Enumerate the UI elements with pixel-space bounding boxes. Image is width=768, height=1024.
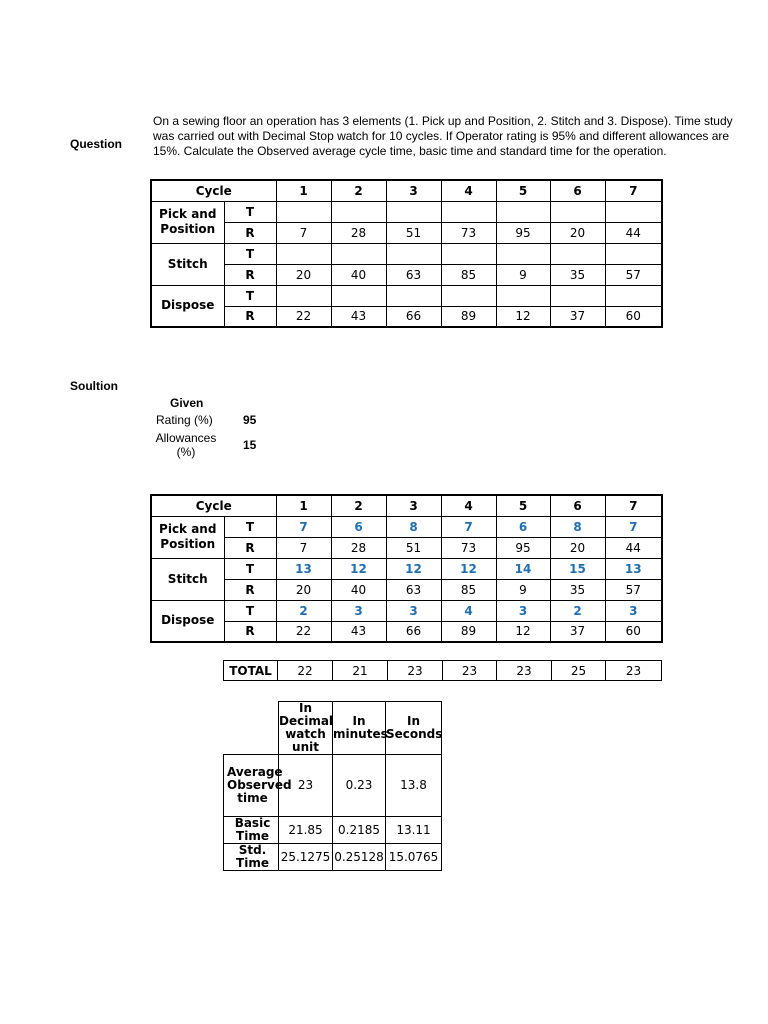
t-label: T — [224, 558, 276, 579]
r-label: R — [224, 621, 276, 642]
question-text — [153, 114, 733, 162]
total-value: 23 — [388, 661, 443, 681]
cycle-number: 6 — [550, 180, 605, 201]
r-value: 73 — [441, 222, 496, 243]
question-line: On a sewing floor an operation has 3 elements (1. Pick up and Position, 2. Stitch and 3. Dispose). Time study — [153, 114, 733, 128]
solution-label: Soultion — [70, 379, 118, 393]
t-value: 12 — [386, 558, 441, 579]
t-value — [331, 285, 386, 306]
r-value: 66 — [386, 306, 441, 327]
r-value: 28 — [331, 537, 386, 558]
cycle-number: 2 — [331, 180, 386, 201]
table-row — [151, 516, 662, 537]
t-value — [386, 243, 441, 264]
t-value — [441, 285, 496, 306]
r-value: 89 — [441, 621, 496, 642]
t-value: 2 — [276, 600, 331, 621]
summary-value: 0.25128 — [333, 844, 386, 871]
r-value: 9 — [496, 579, 550, 600]
r-value: 43 — [331, 621, 386, 642]
total-row — [224, 661, 662, 681]
element-name: Stitch — [151, 558, 224, 600]
summary-row-label: Std. Time — [224, 844, 279, 871]
observation-table — [150, 179, 663, 328]
header-row — [151, 180, 662, 201]
r-value: 51 — [386, 222, 441, 243]
cycle-header: Cycle — [151, 495, 276, 516]
t-label: T — [224, 600, 276, 621]
allowances-label: Allowances (%) — [155, 431, 217, 459]
summary-value: 13.8 — [386, 755, 442, 817]
r-value: 85 — [441, 264, 496, 285]
r-value: 7 — [276, 222, 331, 243]
question-line: 15%. Calculate the Observed average cycle time, basic time and standard time for the operation. — [153, 144, 667, 158]
r-value: 40 — [331, 264, 386, 285]
t-value: 2 — [550, 600, 605, 621]
summary-value: 15.0765 — [386, 844, 442, 871]
summary-header: In Decimal watch unit — [279, 701, 334, 754]
cycle-number: 3 — [386, 180, 441, 201]
t-value — [276, 201, 331, 222]
r-value: 57 — [605, 264, 662, 285]
summary-row-label: Average Observed time — [224, 755, 279, 817]
r-label: R — [224, 537, 276, 558]
t-value: 7 — [276, 516, 331, 537]
table-row — [151, 201, 662, 222]
summary-value: 0.23 — [333, 755, 386, 817]
total-label: TOTAL — [224, 661, 278, 681]
summary-row — [224, 817, 442, 844]
table-row — [151, 264, 662, 285]
r-value: 9 — [496, 264, 550, 285]
t-value: 3 — [605, 600, 662, 621]
r-value: 22 — [276, 621, 331, 642]
r-value: 28 — [331, 222, 386, 243]
t-value — [386, 285, 441, 306]
summary-row — [224, 844, 442, 871]
cycle-header: Cycle — [151, 180, 276, 201]
element-name: Pick and Position — [151, 516, 224, 558]
t-value — [441, 201, 496, 222]
t-label: T — [224, 243, 276, 264]
total-table — [223, 660, 662, 681]
table-row — [151, 537, 662, 558]
t-label: T — [224, 201, 276, 222]
summary-header-row — [224, 702, 442, 755]
table-row — [151, 306, 662, 327]
solution-table — [150, 494, 663, 643]
total-value: 22 — [278, 661, 333, 681]
r-value: 20 — [550, 537, 605, 558]
r-label: R — [224, 579, 276, 600]
cycle-number: 4 — [441, 180, 496, 201]
summary-table — [223, 701, 442, 871]
r-value: 12 — [496, 306, 550, 327]
t-value — [276, 285, 331, 306]
t-label: T — [224, 516, 276, 537]
allowances-value: 15 — [243, 438, 257, 452]
t-value — [496, 285, 550, 306]
cycle-number: 7 — [605, 180, 662, 201]
t-value: 7 — [605, 516, 662, 537]
t-value — [550, 201, 605, 222]
r-value: 95 — [496, 537, 550, 558]
t-value — [331, 201, 386, 222]
r-value: 12 — [496, 621, 550, 642]
cycle-number: 6 — [550, 495, 605, 516]
table-row — [151, 222, 662, 243]
r-value: 60 — [605, 306, 662, 327]
cycle-number: 1 — [276, 180, 331, 201]
r-value: 37 — [550, 621, 605, 642]
r-value: 63 — [386, 264, 441, 285]
r-label: R — [224, 264, 276, 285]
blank-cell — [224, 702, 279, 755]
t-value — [550, 243, 605, 264]
r-value: 60 — [605, 621, 662, 642]
total-value: 23 — [606, 661, 662, 681]
cycle-number: 2 — [331, 495, 386, 516]
t-value: 13 — [605, 558, 662, 579]
r-value: 73 — [441, 537, 496, 558]
r-value: 20 — [276, 264, 331, 285]
r-label: R — [224, 222, 276, 243]
r-value: 20 — [550, 222, 605, 243]
summary-value: 0.2185 — [333, 817, 386, 844]
r-value: 63 — [386, 579, 441, 600]
t-value: 8 — [550, 516, 605, 537]
r-label: R — [224, 306, 276, 327]
table-row — [151, 285, 662, 306]
table-row — [151, 579, 662, 600]
t-value: 8 — [386, 516, 441, 537]
t-value: 3 — [331, 600, 386, 621]
rating-value: 95 — [243, 413, 257, 427]
t-value — [276, 243, 331, 264]
summary-value: 25.1275 — [279, 844, 333, 871]
element-name: Pick and Position — [151, 201, 224, 243]
total-value: 23 — [497, 661, 552, 681]
r-value: 44 — [605, 537, 662, 558]
t-value: 14 — [496, 558, 550, 579]
t-label: T — [224, 285, 276, 306]
r-value: 22 — [276, 306, 331, 327]
element-name: Stitch — [151, 243, 224, 285]
total-value: 25 — [552, 661, 606, 681]
rating-label: Rating (%) — [156, 413, 213, 427]
r-value: 37 — [550, 306, 605, 327]
header-row — [151, 495, 662, 516]
cycle-number: 4 — [441, 495, 496, 516]
summary-row-label: Basic Time — [224, 817, 279, 844]
element-name: Dispose — [151, 285, 224, 327]
r-value: 51 — [386, 537, 441, 558]
summary-value: 13.11 — [386, 817, 442, 844]
r-value: 89 — [441, 306, 496, 327]
t-value: 4 — [441, 600, 496, 621]
table-row — [151, 621, 662, 642]
t-value — [496, 243, 550, 264]
question-line: was carried out with Decimal Stop watch for 10 cycles. If Operator rating is 95% and different allowances are — [153, 129, 730, 143]
t-value: 3 — [386, 600, 441, 621]
r-value: 44 — [605, 222, 662, 243]
t-value — [605, 285, 662, 306]
r-value: 35 — [550, 579, 605, 600]
table-row — [151, 243, 662, 264]
r-value: 7 — [276, 537, 331, 558]
summary-value: 23 — [279, 755, 333, 817]
t-value: 6 — [496, 516, 550, 537]
r-value: 95 — [496, 222, 550, 243]
t-value: 13 — [276, 558, 331, 579]
r-value: 85 — [441, 579, 496, 600]
summary-value: 21.85 — [279, 817, 333, 844]
summary-row — [224, 755, 442, 817]
t-value — [605, 201, 662, 222]
given-label: Given — [170, 396, 204, 410]
cycle-number: 5 — [496, 495, 550, 516]
t-value — [605, 243, 662, 264]
cycle-number: 7 — [605, 495, 662, 516]
t-value: 7 — [441, 516, 496, 537]
summary-header: In minutes — [333, 702, 386, 755]
t-value — [441, 243, 496, 264]
t-value: 3 — [496, 600, 550, 621]
r-value: 40 — [331, 579, 386, 600]
t-value: 6 — [331, 516, 386, 537]
r-value: 66 — [386, 621, 441, 642]
t-value — [550, 285, 605, 306]
summary-header: In Seconds — [386, 702, 442, 755]
r-value: 43 — [331, 306, 386, 327]
t-value: 15 — [550, 558, 605, 579]
cycle-number: 1 — [276, 495, 331, 516]
t-value: 12 — [441, 558, 496, 579]
element-name: Dispose — [151, 600, 224, 642]
table-row — [151, 600, 662, 621]
total-value: 21 — [333, 661, 388, 681]
table-row — [151, 558, 662, 579]
cycle-number: 5 — [496, 180, 550, 201]
question-label: Question — [70, 137, 123, 151]
t-value: 12 — [331, 558, 386, 579]
cycle-number: 3 — [386, 495, 441, 516]
r-value: 35 — [550, 264, 605, 285]
r-value: 57 — [605, 579, 662, 600]
t-value — [496, 201, 550, 222]
total-value: 23 — [443, 661, 497, 681]
r-value: 20 — [276, 579, 331, 600]
t-value — [331, 243, 386, 264]
t-value — [386, 201, 441, 222]
